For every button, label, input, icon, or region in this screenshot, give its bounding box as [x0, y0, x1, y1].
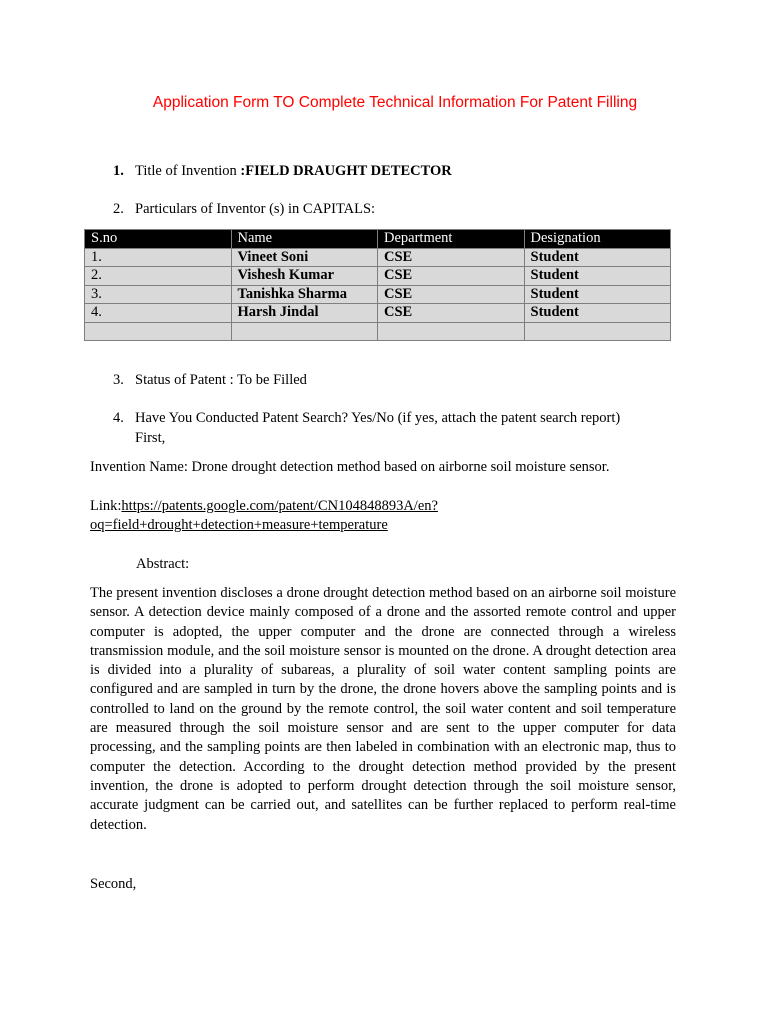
- title-of-invention-label: Title of Invention: [135, 163, 241, 179]
- cell-department: CSE: [378, 304, 525, 323]
- cell-department: [378, 322, 525, 341]
- invention-name: Invention Name: Drone drought detection method based on airborne soil moisture sensor.: [90, 459, 610, 475]
- title-of-invention-item: [113, 161, 452, 181]
- table-row: [85, 285, 671, 304]
- link-paragraph: [90, 497, 510, 536]
- inventors-table: [84, 229, 671, 341]
- second-label: Second,: [90, 876, 137, 892]
- patent-status-text: Status of Patent : To be Filled: [135, 372, 307, 388]
- abstract-label: Abstract:: [136, 556, 190, 572]
- item-number: 4.: [113, 410, 124, 426]
- item-number: 1.: [113, 163, 124, 179]
- item-number: 2.: [113, 201, 124, 217]
- cell-name: [231, 322, 378, 341]
- table-row: [85, 248, 671, 267]
- cell-name: Tanishka Sharma: [231, 285, 378, 304]
- link-prefix: Link:: [90, 498, 122, 514]
- cell-department: CSE: [378, 285, 525, 304]
- header-sno: S.no: [85, 230, 232, 249]
- item-number: 3.: [113, 372, 124, 388]
- header-designation: Designation: [524, 230, 671, 249]
- cell-designation: [524, 322, 671, 341]
- cell-department: CSE: [378, 248, 525, 267]
- patent-link[interactable]: [90, 498, 438, 533]
- table-row-empty: [85, 322, 671, 341]
- abstract-text: The present invention discloses a drone drought detection method based on an airborne soil moisture sensor. A detection device mainly composed of a drone and the assorted remote control and upper computer is adopted, the upper computer and the drone are connected through a wireless transmission module, and the soil moisture sensor is mounted on the drone. A drought detection area is divided into a plurality of subareas, a plurality of soil water content sampling points are configured and are sampled in turn by the drone, the drone hovers above the sampling points and is controlled to land on the ground by the remote control, the soil water content and soil temperature are measured through the soil moisture sensor and are sent to the upper computer for data processing, and the sampling points are then labeled in combination with an electronic map, thus to computer the detection. According to the drought detection method provided by the present invention, the drone is adopted to perform drought detection through the soil moisture sensor, accurate judgment can be carried out, and satellites can be further replaced to perform real-time detection.: [90, 585, 676, 833]
- patent-search-item: [113, 408, 673, 448]
- patent-status-item: [113, 370, 307, 390]
- cell-designation: Student: [524, 248, 671, 267]
- inventor-particulars-item: [113, 199, 375, 219]
- cell-designation: Student: [524, 267, 671, 286]
- cell-designation: Student: [524, 304, 671, 323]
- cell-sno: 1.: [85, 248, 232, 267]
- patent-search-first: First,: [135, 430, 166, 446]
- cell-sno: 4.: [85, 304, 232, 323]
- table-row: [85, 267, 671, 286]
- table-header-row: [85, 230, 671, 249]
- cell-name: Harsh Jindal: [231, 304, 378, 323]
- header-name: Name: [231, 230, 378, 249]
- cell-sno: 2.: [85, 267, 232, 286]
- table-row: [85, 304, 671, 323]
- cell-name: Vishesh Kumar: [231, 267, 378, 286]
- inventor-particulars-label: Particulars of Inventor (s) in CAPITALS:: [135, 201, 376, 217]
- patent-search-question: Have You Conducted Patent Search? Yes/No (if yes, attach the patent search report): [135, 410, 621, 426]
- title-of-invention-value: :FIELD DRAUGHT DETECTOR: [240, 163, 452, 179]
- header-department: Department: [378, 230, 525, 249]
- patent-link-line1: https://patents.google.com/patent/CN104848893A/en?: [121, 498, 438, 514]
- patent-link-line2: oq=field+drought+detection+measure+temperature: [90, 517, 388, 534]
- page-title: Application Form TO Complete Technical Information For Patent Filling: [152, 94, 638, 111]
- cell-name: Vineet Soni: [231, 248, 378, 267]
- cell-sno: 3.: [85, 285, 232, 304]
- cell-department: CSE: [378, 267, 525, 286]
- cell-designation: Student: [524, 285, 671, 304]
- cell-sno: [85, 322, 232, 341]
